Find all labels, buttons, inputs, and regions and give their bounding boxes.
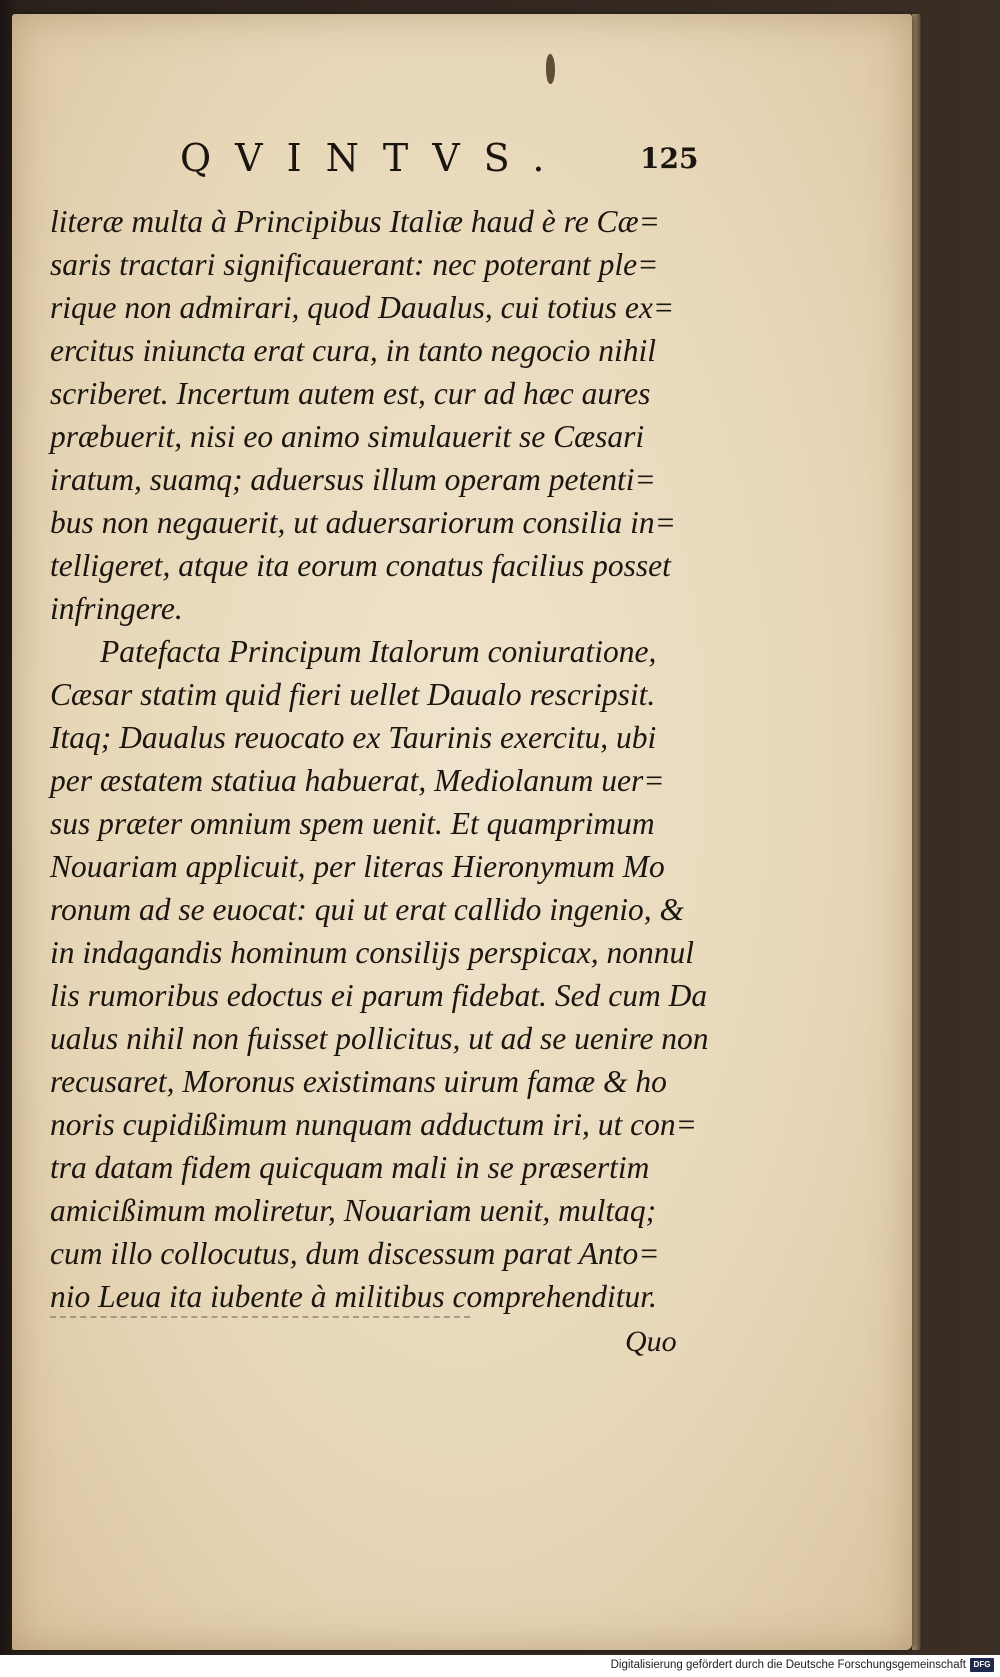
page-edge: [912, 14, 922, 1650]
page-number: 125: [640, 142, 699, 175]
text-line: rique non admirari, quod Daualus, cui totius ex=: [50, 290, 675, 325]
text-line: lis rumoribus edoctus ei parum fidebat. Sed cum Da: [50, 978, 708, 1013]
paragraph-start-line: Patefacta Principum Italorum coniuratione,: [100, 634, 657, 669]
text-line: tra datam fidem quicquam mali in se præsertim: [50, 1150, 650, 1185]
text-line: in indagandis hominum consilijs perspicax, nonnul: [50, 935, 694, 970]
funding-credit: Digitalisierung gefördert durch die Deutsche Forschungsgemeinschaft: [610, 1659, 966, 1671]
dfg-logo: DFG: [970, 1658, 994, 1672]
text-line: bus non negauerit, ut aduersariorum consilia in=: [50, 505, 676, 540]
text-line: ualus nihil non fuisset pollicitus, ut ad se uenire non: [50, 1021, 709, 1056]
text-line: ronum ad se euocat: qui ut erat callido ingenio, &: [50, 892, 684, 927]
body-text: [50, 200, 709, 1318]
text-line: infringere.: [50, 591, 183, 626]
text-line: recusaret, Moronus existimans uirum famæ & ho: [50, 1064, 667, 1099]
running-header: QVINTVS.: [180, 136, 569, 180]
text-line: per æstatem statiua habuerat, Mediolanum uer=: [50, 763, 665, 798]
text-line: amicißimum moliretur, Nouariam uenit, multaq;: [50, 1193, 657, 1228]
text-line: saris tractari significauerant: nec poterant ple=: [50, 247, 659, 282]
text-line: præbuerit, nisi eo animo simulauerit se Cæsari: [50, 419, 645, 454]
ink-mark: [546, 54, 555, 84]
faint-print-marks: [50, 1316, 470, 1324]
text-line: ercitus iniuncta erat cura, in tanto negocio nihil: [50, 333, 657, 368]
text-line: telligeret, atque ita eorum conatus facilius posset: [50, 548, 671, 583]
text-line: literæ multa à Principibus Italiæ haud è re Cæ=: [50, 204, 660, 239]
text-line: Nouariam applicuit, per literas Hieronymum Mo: [50, 849, 665, 884]
text-line: noris cupidißimum nunquam adductum iri, ut con=: [50, 1107, 697, 1142]
text-line: cum illo collocutus, dum discessum parat Anto=: [50, 1236, 660, 1271]
text-line: nio Leua ita iubente à militibus comprehenditur.: [50, 1279, 657, 1314]
text-line: iratum, suamq; aduersus illum operam petenti=: [50, 462, 656, 497]
catchword: Quo: [625, 1325, 677, 1358]
text-line: Itaq; Daualus reuocato ex Taurinis exercitu, ubi: [50, 720, 657, 755]
text-line: sus præter omnium spem uenit. Et quamprimum: [50, 806, 655, 841]
text-line: Cæsar statim quid fieri uellet Daualo rescripsit.: [50, 677, 656, 712]
text-line: scriberet. Incertum autem est, cur ad hæc aures: [50, 376, 651, 411]
